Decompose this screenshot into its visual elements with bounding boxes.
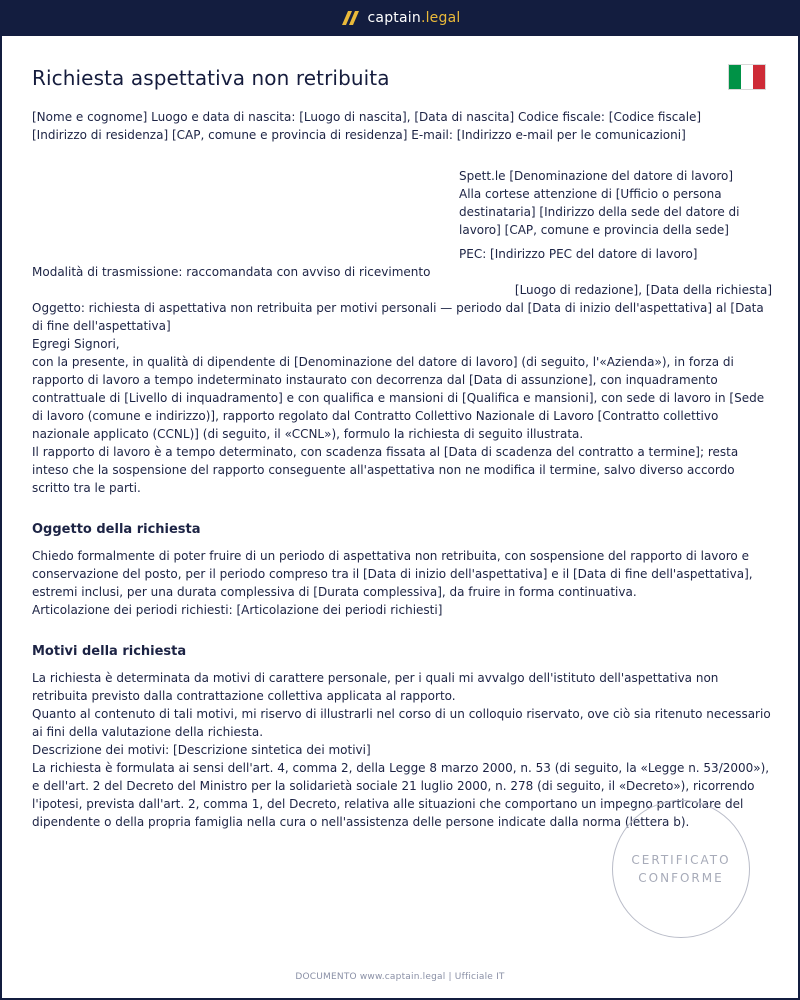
document-title: Richiesta aspettativa non retribuita bbox=[32, 66, 390, 90]
italy-flag-icon bbox=[728, 64, 766, 90]
sender-block bbox=[32, 108, 772, 144]
certified-stamp bbox=[612, 800, 750, 938]
document-page bbox=[2, 36, 798, 998]
brand-wordmark bbox=[368, 10, 461, 26]
paragraph: Quanto al contenuto di tali motivi, mi riservo di illustrarli nel corso di un colloquio riservato, ove ciò sia ritenuto necessario ai fini della valutazione della richiesta. bbox=[32, 707, 771, 739]
brand-suffix: .legal bbox=[420, 10, 461, 26]
stamp-line: CERTIFICATO bbox=[631, 853, 731, 867]
section-heading: Oggetto della richiesta bbox=[32, 522, 201, 537]
footer-text[interactable]: DOCUMENTO www.captain.legal | Ufficiale IT bbox=[295, 972, 505, 982]
brand[interactable] bbox=[340, 10, 461, 26]
document-body bbox=[32, 108, 772, 831]
section-heading: Motivi della richiesta bbox=[32, 644, 187, 659]
recipient-pec: PEC: [Indirizzo PEC del datore di lavoro] bbox=[459, 247, 698, 261]
paragraph: Articolazione dei periodi richiesti: [Articolazione dei periodi richiesti] bbox=[32, 603, 443, 617]
place-and-date: [Luogo di redazione], [Data della richiesta] bbox=[514, 283, 772, 297]
paragraph: La richiesta è determinata da motivi di carattere personale, per i quali mi avvalgo dell'istituto dell'aspettativa non retribuita previsto dalla contrattazione collettiva applicata al rapporto. bbox=[32, 671, 719, 703]
recipient-address: Spett.le [Denominazione del datore di lavoro] Alla cortese attenzione di [Ufficio o persona destinataria] [Indirizzo della sede del datore di lavoro] [CAP, comune e provincia della sede] bbox=[459, 169, 740, 237]
subject-line: Oggetto: richiesta di aspettativa non retribuita per motivi personali — periodo dal [Data di inizio dell'aspettativa] al [Data di fine dell'aspettativa] bbox=[32, 301, 764, 333]
double-slash-logo-icon bbox=[340, 10, 360, 26]
transmission-mode: Modalità di trasmissione: raccomandata con avviso di ricevimento bbox=[32, 265, 431, 279]
salutation: Egregi Signori, bbox=[32, 337, 120, 351]
recipient-block bbox=[459, 167, 759, 263]
paragraph: Descrizione dei motivi: [Descrizione sintetica dei motivi] bbox=[32, 743, 371, 757]
sender-line: [Nome e cognome] Luogo e data di nascita: [Luogo di nascita], [Data di nascita] Codice fiscale: [Codice fiscale] bbox=[32, 110, 702, 124]
fixed-term-paragraph: Il rapporto di lavoro è a tempo determinato, con scadenza fissata al [Data di scadenza del contratto a termine]; resta inteso che la sospensione del rapporto conseguente all'aspettativa non ne modifica il termine, salvo diverso accordo scritto tra le parti. bbox=[32, 445, 739, 495]
brand-name: captain bbox=[367, 10, 421, 26]
sender-line: [Indirizzo di residenza] [CAP, comune e provincia di residenza] E-mail: [Indirizzo e-mail per le comunicazioni] bbox=[32, 128, 686, 142]
intro-paragraph: con la presente, in qualità di dipendente di [Denominazione del datore di lavoro] (di seguito, l'«Azienda»), in forza di rapporto di lavoro a tempo indeterminato instaurato con decorrenza dal [Data di assunzione], con inquadramento contrattuale di [Livello di inquadramento] e con qualifica e mansioni di [Qualifica e mansioni], con sede di lavoro in [Sede di lavoro (comune e indirizzo)], rapporto regolato dal Contratto Collettivo Nazionale di Lavoro [Contratto collettivo nazionale applicato (CCNL)] (di seguito, il «CCNL»), formulo la richiesta di seguito illustrata. bbox=[32, 355, 765, 441]
top-bar bbox=[0, 0, 800, 36]
stamp-line: CONFORME bbox=[638, 871, 724, 885]
paragraph: La richiesta è formulata ai sensi dell'art. 4, comma 2, della Legge 8 marzo 2000, n. 53 (di seguito, la «Legge n. 53/2000»), e dell'art. 2 del Decreto del Ministro per la solidarietà sociale 21 luglio 2000, n. 278 (di seguito, il «Decreto»), ricorrendo l'ipotesi, prevista dall'art. 2, comma 1, del Decreto, relativa alle situazioni che comportano un impegno particolare del dipendente o della propria famiglia nella cura o nell'assistenza delle persone indicate dalla norma (lettera b). bbox=[32, 761, 770, 829]
paragraph: Chiedo formalmente di poter fruire di un periodo di aspettativa non retribuita, con sospensione del rapporto di lavoro e conservazione del posto, per il periodo compreso tra il [Data di inizio dell'aspettativa] e il [Data di fine dell'aspettativa], estremi inclusi, per una durata complessiva di [Durata complessiva], da fruire in forma continuativa. bbox=[32, 549, 753, 599]
